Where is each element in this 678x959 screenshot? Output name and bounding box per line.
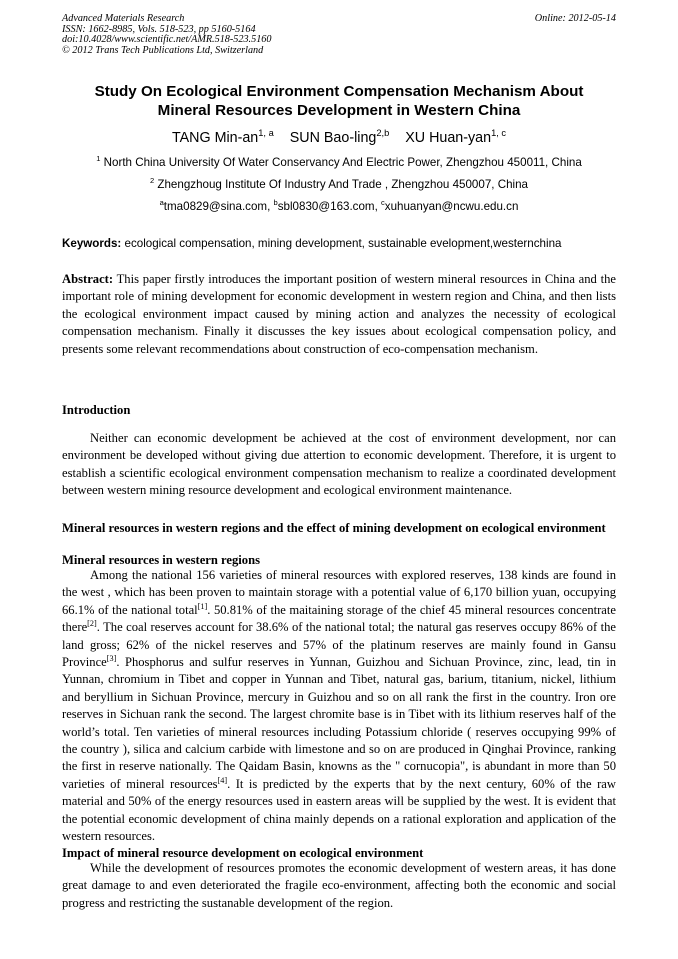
keywords [62,237,616,251]
subsection-heading-mineral-resources: Mineral resources in western regions [62,553,260,567]
author [172,130,274,146]
citation-ref[interactable]: [2] [87,619,97,629]
issn-line: ISSN: 1662-8985, Vols. 518-523, pp 5160-5164 [62,23,256,35]
email-address: tma0829@sina.com, [163,200,274,213]
citation-ref[interactable]: [3] [106,653,117,663]
introduction-body [62,430,616,500]
paragraph-text: . 50.81% of the maitaining storage of the chief 45 mineral resources concentrate there [62,602,616,635]
email-mark: c [381,198,385,208]
affiliation-2 [62,178,616,192]
affiliation-text: Zhengzhoug Institute Of Industry And Trade , Zhengzhou 450007, China [157,178,529,191]
abstract-text: This paper firstly introduces the important position of western mineral resources in China and the important role of mining development for economic development in western region and China, and then lists the ecological environment impact caused by mining action and analyzes the necessity of ecological compensation mechanism. Finally it discusses the key issues about ecological compensation policy, and presents some relevant recommendations about construction of eco-compensation mechanism. [62,272,616,356]
doi-line: doi:10.4028/www.scientific.net/AMR.518-523.5160 [62,34,272,46]
author-list [62,129,616,147]
author-affiliation-mark: 2,b [376,128,390,139]
section-heading: Mineral resources in western regions and the effect of mining development on ecological environment [62,521,606,535]
affiliation-text: North China University Of Water Conservancy And Electric Power, Zhengzhou 450011, China [103,156,582,169]
introduction-heading: Introduction [62,403,131,417]
paragraph-text: . Phosphorus and sulfur reserves in Yunnan, Guizhou and Sichuan Province, zinc, lead, tin in Yunnan, chromium in Tibet and copper in Yunnan and Tibet, natural gas, barium, titanium, nickel, lithium and beryllium in Sichuan Province, mercury in Guizhou and so on all rank the first in the country. Iron ore reserves in Sichuan rank the second. The largest chromite base is in Tibet with its lithium reserves half of the world’s total. Ten varieties of mineral resources including Potassium chloride ( reserves occupying 99% of the country ), silica and calcium carbide with limestone and so on are produced in Qinghai Province, ranking the first in reserve nationally. The Qaidam Basin, knowns as the " cornucopia", is abundant in more than 50 varieties of mineral resources [62,655,616,791]
citation-ref[interactable]: [1] [197,601,208,611]
subsection-heading-impact: Impact of mineral resource development on ecological environment [62,846,424,860]
impact-paragraph: While the development of resources promotes the economic development of western areas, it has done great damage to and even deteriorated the fragile eco-environment, affecting both the economic and social progress and restricting the sustanable development of the region. [62,861,616,910]
author-name: TANG Min-an [171,130,259,146]
affiliation-1 [62,156,616,170]
paper-title [62,82,616,120]
mineral-resources-body [62,567,616,846]
title-line-1: Study On Ecological Environment Compensation Mechanism About [94,83,584,100]
email-mark: a [159,198,164,208]
keywords-label: Keywords: [62,237,122,250]
affiliation-mark: 2 [149,176,155,186]
introduction-paragraph: Neither can economic development be achieved at the cost of environment development, nor can environment be developed without giving due attertion to economic development. Therefore, it is urgent to establish a scientific ecological environment compensation mechanism to realize a coordinated development between western mining resource development and ecological environment maintenance. [62,431,616,498]
email-address: sbl0830@163.com, [277,200,382,213]
title-line-2: Mineral Resources Development in Western China [157,102,521,119]
copyright-line: © 2012 Trans Tech Publications Ltd, Switzerland [62,44,264,56]
online-date: Online: 2012-05-14 [534,13,616,24]
publication-header [62,14,616,56]
paragraph-text: . It is predicted by the experts that by the next century, 60% of the raw material and 50% of the energy resources used in eastern areas will be supplied by the west. It is evident that the potential economic development of china mainly depends on a rational exploration and application of the western resources. [62,776,616,844]
email-line [62,200,616,214]
impact-body [62,860,616,912]
paragraph-text: Among the national 156 varieties of mineral resources with explored reserves, 138 kinds are found in the west , which has been proven to maintain storage with a potential value of 6,170 billion yuan, occupying 66.1% of the national total [62,568,616,617]
author-name: SUN Bao-ling [289,130,377,146]
author [405,130,506,146]
journal-name: Advanced Materials Research [62,13,185,24]
citation-ref[interactable]: [4] [217,775,228,785]
affiliation-mark: 1 [96,154,101,164]
mineral-resources-paragraph [62,567,616,846]
author-name: XU Huan-yan [405,130,492,146]
abstract-label: Abstract: [62,272,114,286]
author [290,130,390,146]
author-affiliation-mark: 1, c [491,128,507,139]
keywords-text: ecological compensation, mining development, sustainable evelopment,westernchina [121,237,562,250]
abstract [62,271,616,358]
paragraph-text: . The coal reserves account for 38.6% of the national total; the natural gas reserves occupy 86% of the land gross; 62% of the nickel reserves and 57% of the platinum reserves are mainly found in Gansu Province [62,620,616,670]
email-mark: b [273,198,278,208]
email-address: xuhuanyan@ncwu.edu.cn [384,200,519,213]
author-affiliation-mark: 1, a [258,128,274,139]
